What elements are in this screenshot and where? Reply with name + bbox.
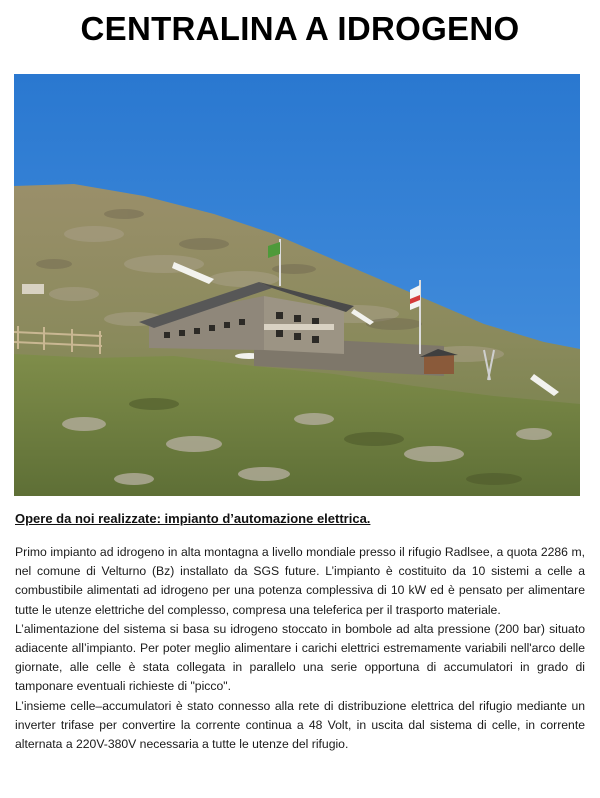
page-title: CENTRALINA A IDROGENO	[80, 10, 520, 47]
body-paragraph: Primo impianto ad idrogeno in alta montagna a livello mondiale presso il rifugio Radlsee, a quota 2286 m, nel comune di Velturno (Bz) installato da SGS future. L’impianto è costituito da 10 sistemi a celle a combustibile alimentati ad idrogeno per una potenza complessiva di 10 kW ed è pensato per alimentare tutte le utenze elettriche del complesso, compresa una teleferica per il trasporto materiale.	[15, 545, 585, 617]
mountain-hut-photo	[14, 74, 580, 496]
body-paragraph: L’alimentazione del sistema si basa su idrogeno stoccato in bombole ad alta pressione (200 bar) situato adiacente all’impianto. Per poter meglio alimentare i carichi elettrici estremamente variabili nell'arco delle giornate, alle celle è stata collegata in parallelo una serie opportuna di accumulatori in grado di tamponare eventuali richieste di "picco".	[15, 621, 585, 694]
section-body	[15, 543, 585, 754]
body-paragraph: L’insieme celle–accumulatori è stato connesso alla rete di distribuzione elettrica del rifugio mediante un inverter trifase per convertire la corrente continua a 48 Volt, in uscita dal sistema di celle, in corrente alternata a 220V-380V necessaria a tutte le utenze del rifugio.	[15, 698, 585, 752]
section-subheading: Opere da noi realizzate: impianto d’automazione elettrica.	[15, 511, 371, 526]
